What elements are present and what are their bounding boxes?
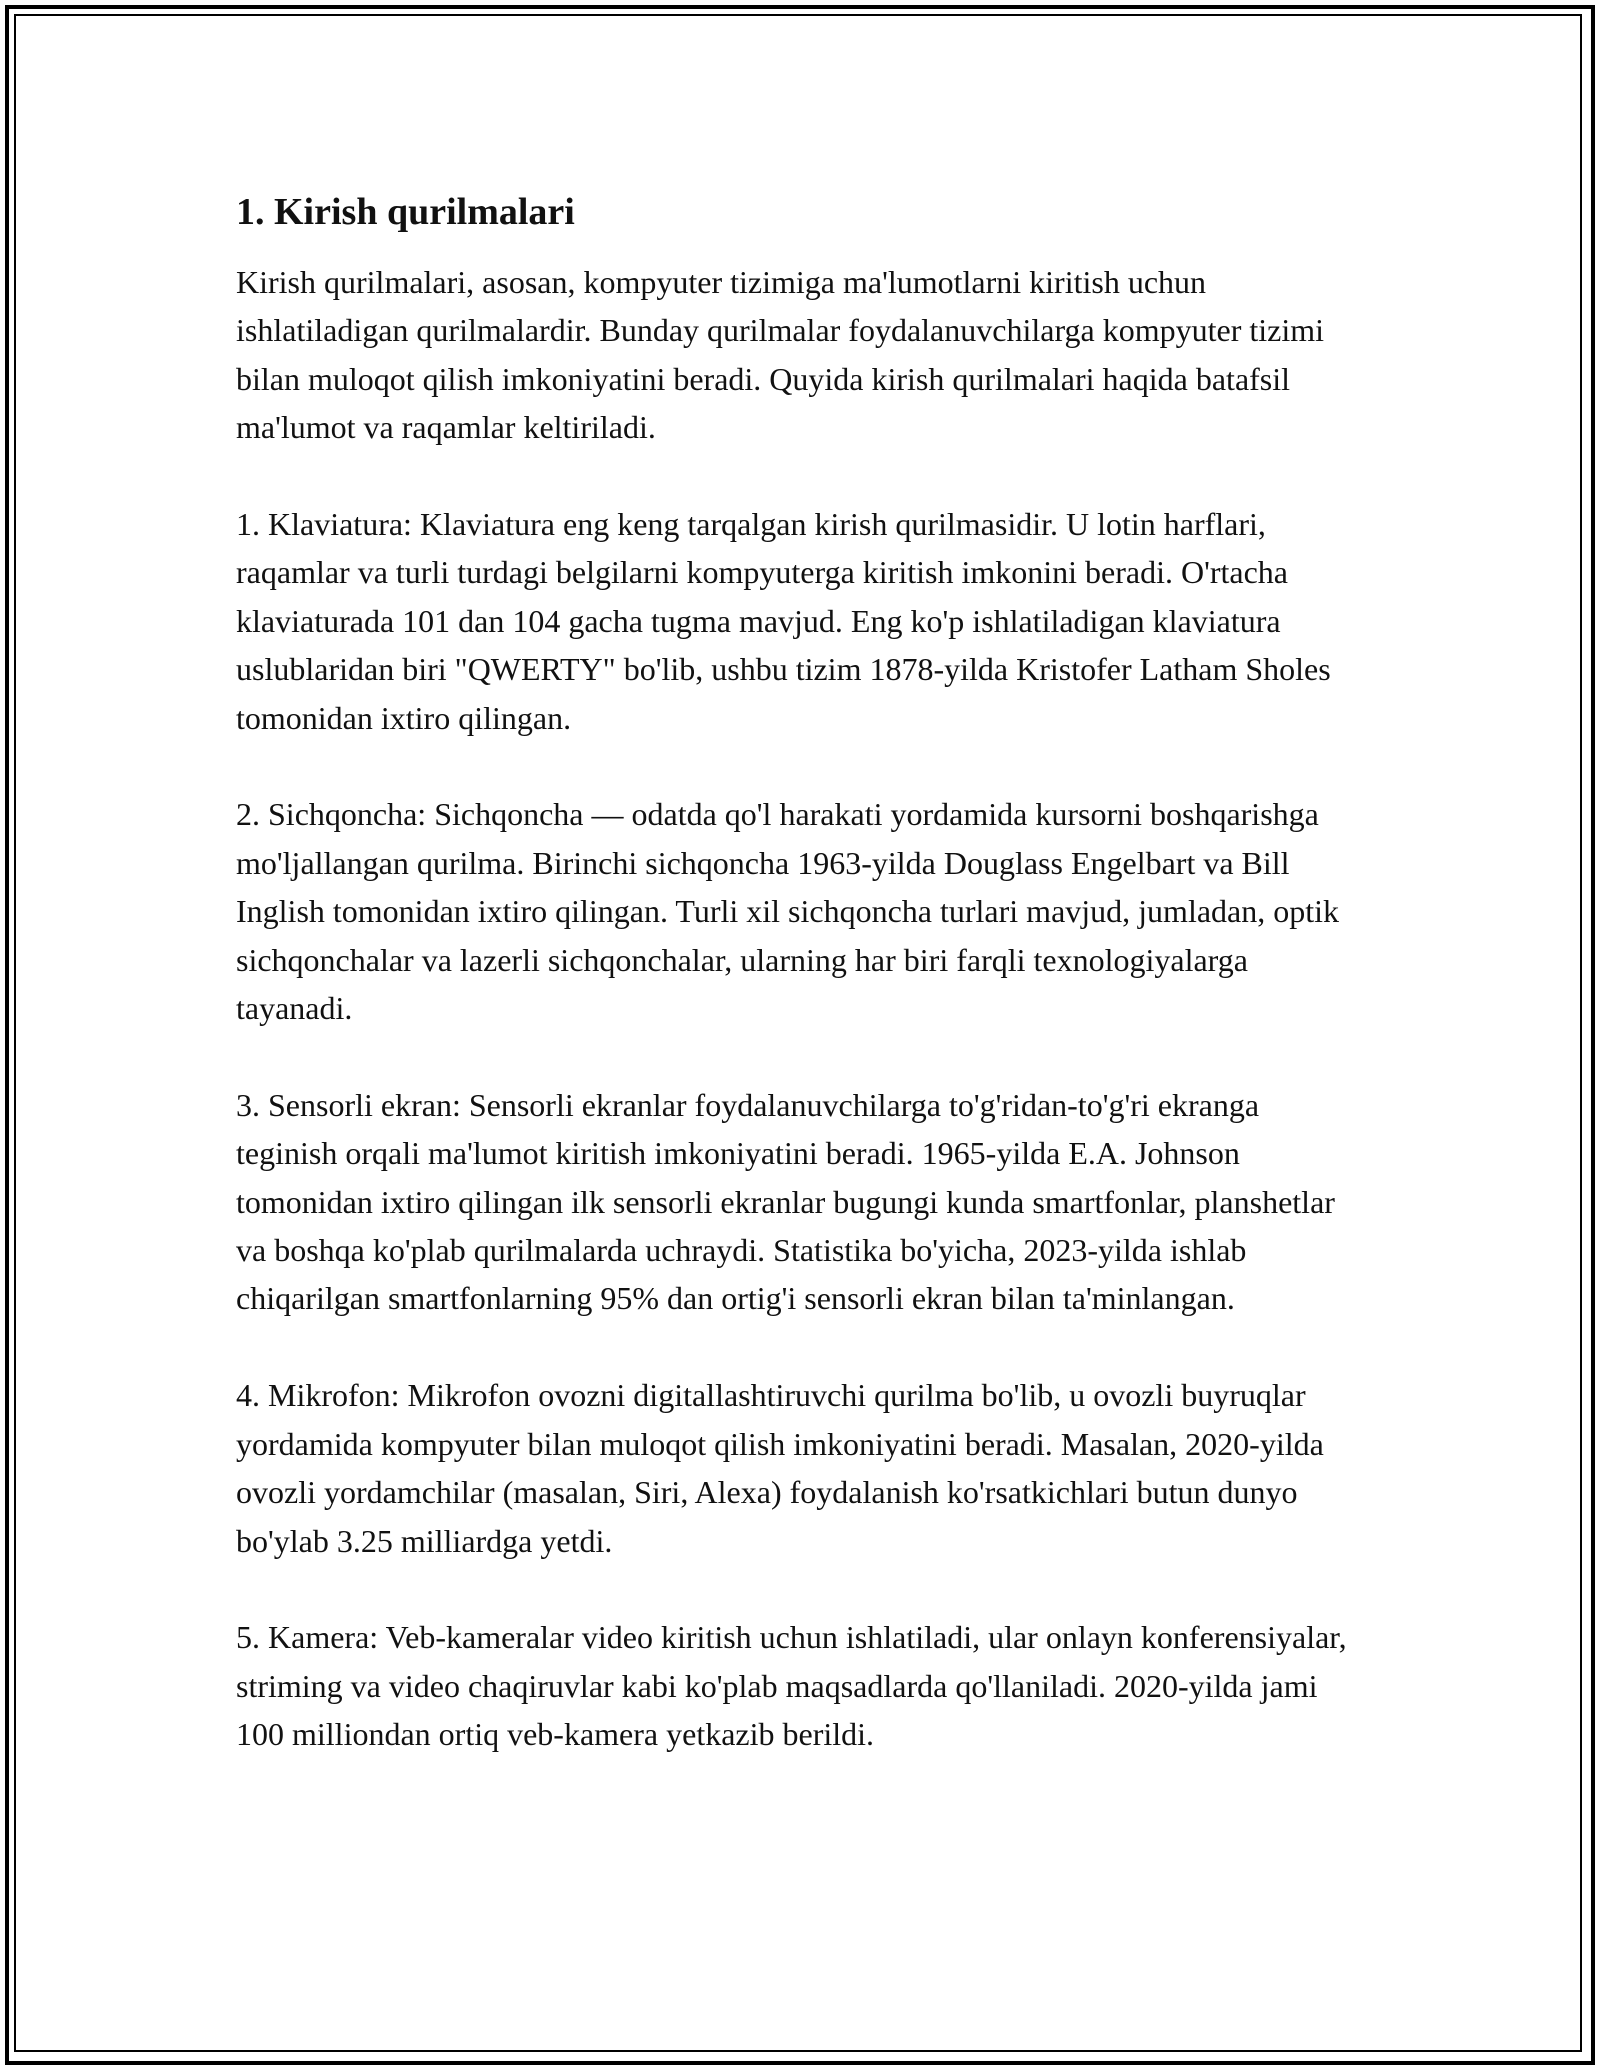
document-body [236, 186, 1366, 1807]
paragraph-mouse: 2. Sichqoncha: Sichqoncha — odatda qo'l harakati yordamida kursorni boshqarishga mo'ljallangan qurilma. Birinchi sichqoncha 1963-yilda Douglass Engelbart va Bill Inglish tomonidan ixtiro qilingan. Turli xil sichqoncha turlari mavjud, jumladan, optik sichqonchalar va lazerli sichqonchalar, ularning har biri farqli texnologiyalarga tayanadi. [236, 796, 1340, 1027]
intro-paragraph: Kirish qurilmalari, asosan, kompyuter tizimiga ma'lumotlarni kiritish uchun ishlatiladigan qurilmalardir. Bunday qurilmalar foydalanuvchilarga kompyuter tizimi bilan muloqot qilish imkoniyatini beradi. Quyida kirish qurilmalari haqida batafsil ma'lumot va raqamlar keltiriladi. [236, 264, 1325, 446]
section-heading: 1. Kirish qurilmalari [236, 191, 575, 233]
paragraph-microphone: 4. Mikrofon: Mikrofon ovozni digitallashtiruvchi qurilma bo'lib, u ovozli buyruqlar yordamida kompyuter bilan muloqot qilish imkoniyatini beradi. Masalan, 2020-yilda ovozli yordamchilar (masalan, Siri, Alexa) foydalanish ko'rsatkichlari butun dunyo bo'ylab 3.25 milliardga yetdi. [236, 1377, 1324, 1559]
paragraph-touchscreen: 3. Sensorli ekran: Sensorli ekranlar foydalanuvchilarga to'g'ridan-to'g'ri ekranga teginish orqali ma'lumot kiritish imkoniyatini beradi. 1965-yilda E.A. Johnson tomonidan ixtiro qilingan ilk sensorli ekranlar bugungi kunda smartfonlar, planshetlar va boshqa ko'plab qurilmalarda uchraydi. Statistika bo'yicha, 2023-yilda ishlab chiqarilgan smartfonlarning 95% dan ortig'i sensorli ekran bilan ta'minlangan. [236, 1086, 1335, 1317]
paragraph-camera: 5. Kamera: Veb-kameralar video kiritish uchun ishlatiladi, ular onlayn konferensiyalar, striming va video chaqiruvlar kabi ko'plab maqsadlarda qo'llaniladi. 2020-yilda jami 100 milliondan ortiq veb-kamera yetkazib berildi. [236, 1619, 1347, 1753]
paragraph-keyboard: 1. Klaviatura: Klaviatura eng keng tarqalgan kirish qurilmasidir. U lotin harflari, raqamlar va turli turdagi belgilarni kompyuterga kiritish imkonini beradi. O'rtacha klaviaturada 101 dan 104 gacha tugma mavjud. Eng ko'p ishlatiladigan klaviatura uslublaridan biri "QWERTY" bo'lib, ushbu tizim 1878-yilda Kristofer Latham Sholes tomonidan ixtiro qilingan. [236, 506, 1331, 736]
